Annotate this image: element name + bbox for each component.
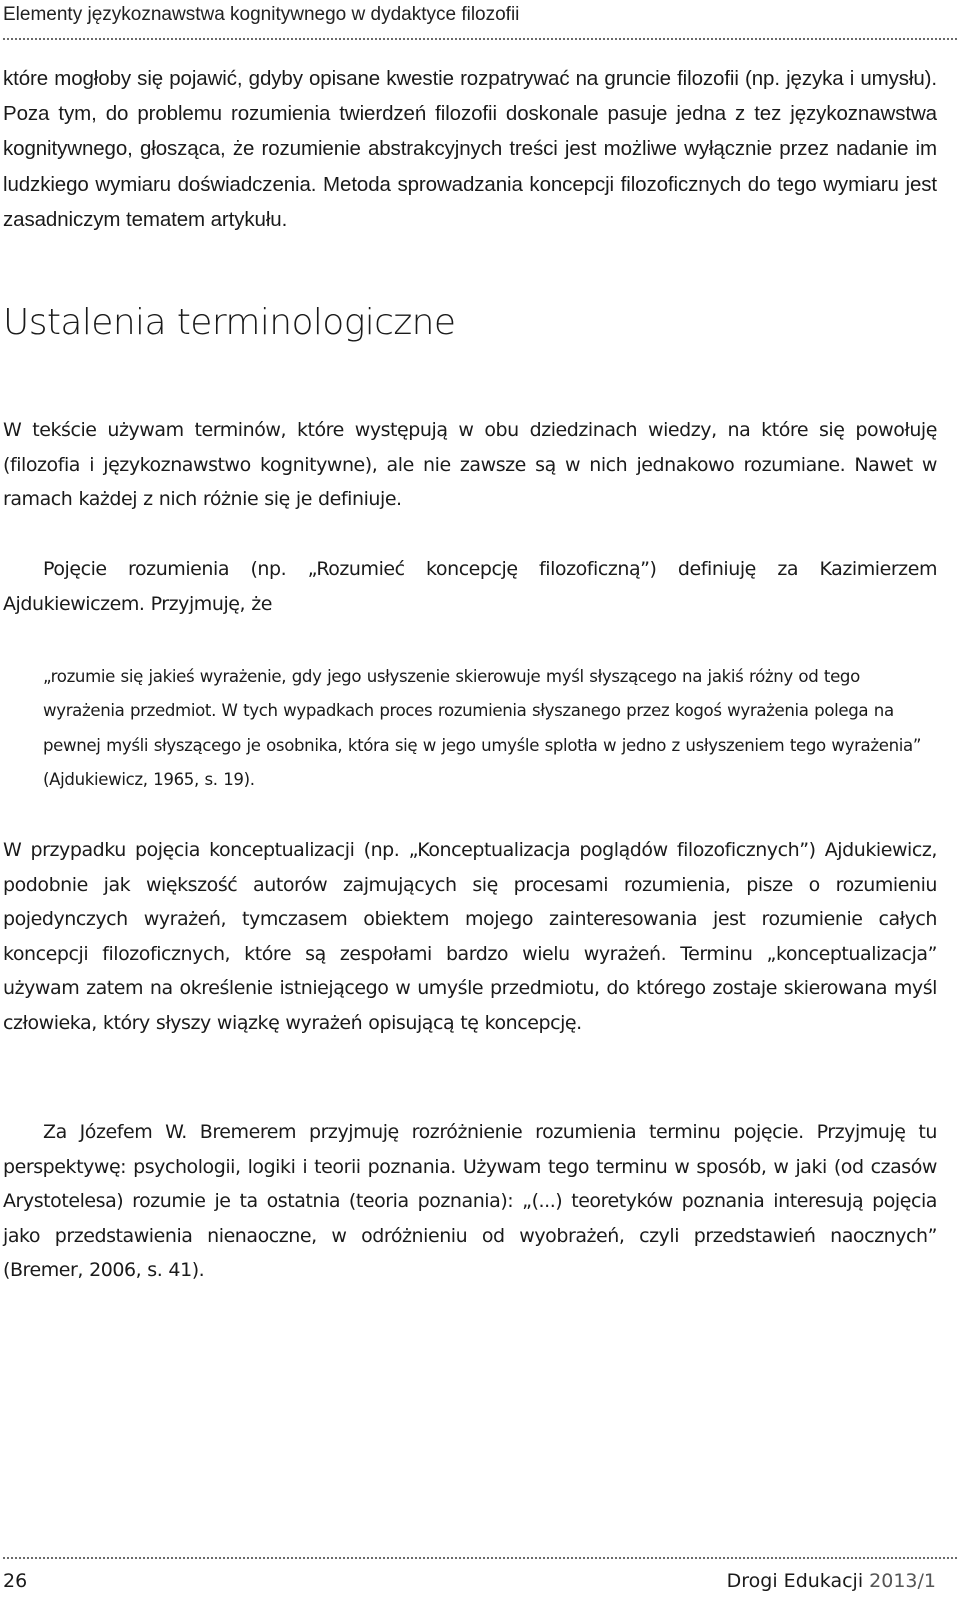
terms-paragraph: W tekście używam terminów, które występują w obu dziedzinach wiedzy, na które się powołuję (filozofia i językoznawstwo kognitywne), ale nie zawsze są w nich jednakowo rozumiane. Nawet w ramach każdej z nich różnie się je definiuje. <box>3 419 937 511</box>
ajdukiewicz-quote: „rozumie się jakieś wyrażenie, gdy jego usłyszenie skierowuje myśl słyszącego na jakiś różny od tego wyrażenia przedmiot. W tych wypadkach proces rozumienia słyszanego przez kogoś wyrażenia polega na pewnej myśli słyszącego je osobnika, która się w jego umyśle splotła w jedno z usłyszeniem tego wyrażenia” (Ajdukiewicz, 1965, s. 19). <box>43 667 922 789</box>
intro-paragraph: które mogłoby się pojawić, gdyby opisane kwestie rozpatrywać na gruncie filozofii (np. języka i umysłu). Poza tym, do problemu rozumienia twierdzeń filozofii doskonale pasuje jedna z tez językoznawstwa kognitywnego, głosząca, że rozumienie abstrakcyjnych treści jest możliwe wyłącznie przez nadanie im ludzkiego wymiaru doświadczenia. Metoda sprowadzania koncepcji filozoficznych do tego wymiaru jest zasadniczym tematem artykułu. <box>3 67 937 231</box>
journal-name: Drogi Edukacji <box>726 1570 864 1592</box>
header-divider <box>3 38 957 40</box>
conceptualization-paragraph: W przypadku pojęcia konceptualizacji (np. „Konceptualizacja poglądów filozoficznych”) Ajdukiewicz, podobnie jak większość autorów zajmujących się procesami rozumienia, pisze o rozumieniu pojedynczych wyrażeń, tymczasem obiektem mojego zainteresowania jest rozumienie całych koncepcji filozoficznych, które są zespołami bardzo wielu wyrażeń. Terminu „konceptualizacja” używam zatem na określenie istniejącego w umyśle przedmiotu, do którego zostaje skierowana myśl człowieka, który słyszy wiązkę wyrażeń opisującą tę koncepcję. <box>3 839 937 1034</box>
bremer-paragraph: Za Józefem W. Bremerem przyjmuję rozróżnienie rozumienia terminu pojęcie. Przyjmuję tu perspektywę: psychologii, logiki i teorii poznania. Używam tego terminu w sposób, w jaki (od czasów Arystotelesa) rozumie je ta ostatnia (teoria poznania): „(...) teoretyków poznania interesują pojęcia jako przedstawienia nienaoczne, w odróżnieniu od wyobrażeń, czyli przedstawień naocznych” (Bremer, 2006, s. 41). <box>3 1121 937 1282</box>
journal-title <box>727 1570 936 1592</box>
page-number: 26 <box>3 1570 28 1592</box>
section-heading: Ustalenia terminologiczne <box>3 302 456 343</box>
footer-divider <box>3 1557 957 1559</box>
journal-issue: 2013/1 <box>869 1570 936 1592</box>
running-title: Elementy językoznawstwa kognitywnego w dydaktyce filozofii <box>3 4 520 25</box>
understanding-paragraph: Pojęcie rozumienia (np. „Rozumieć koncepcję filozoficzną”) definiuję za Kazimierzem Ajdukiewiczem. Przyjmuję, że <box>3 558 937 615</box>
